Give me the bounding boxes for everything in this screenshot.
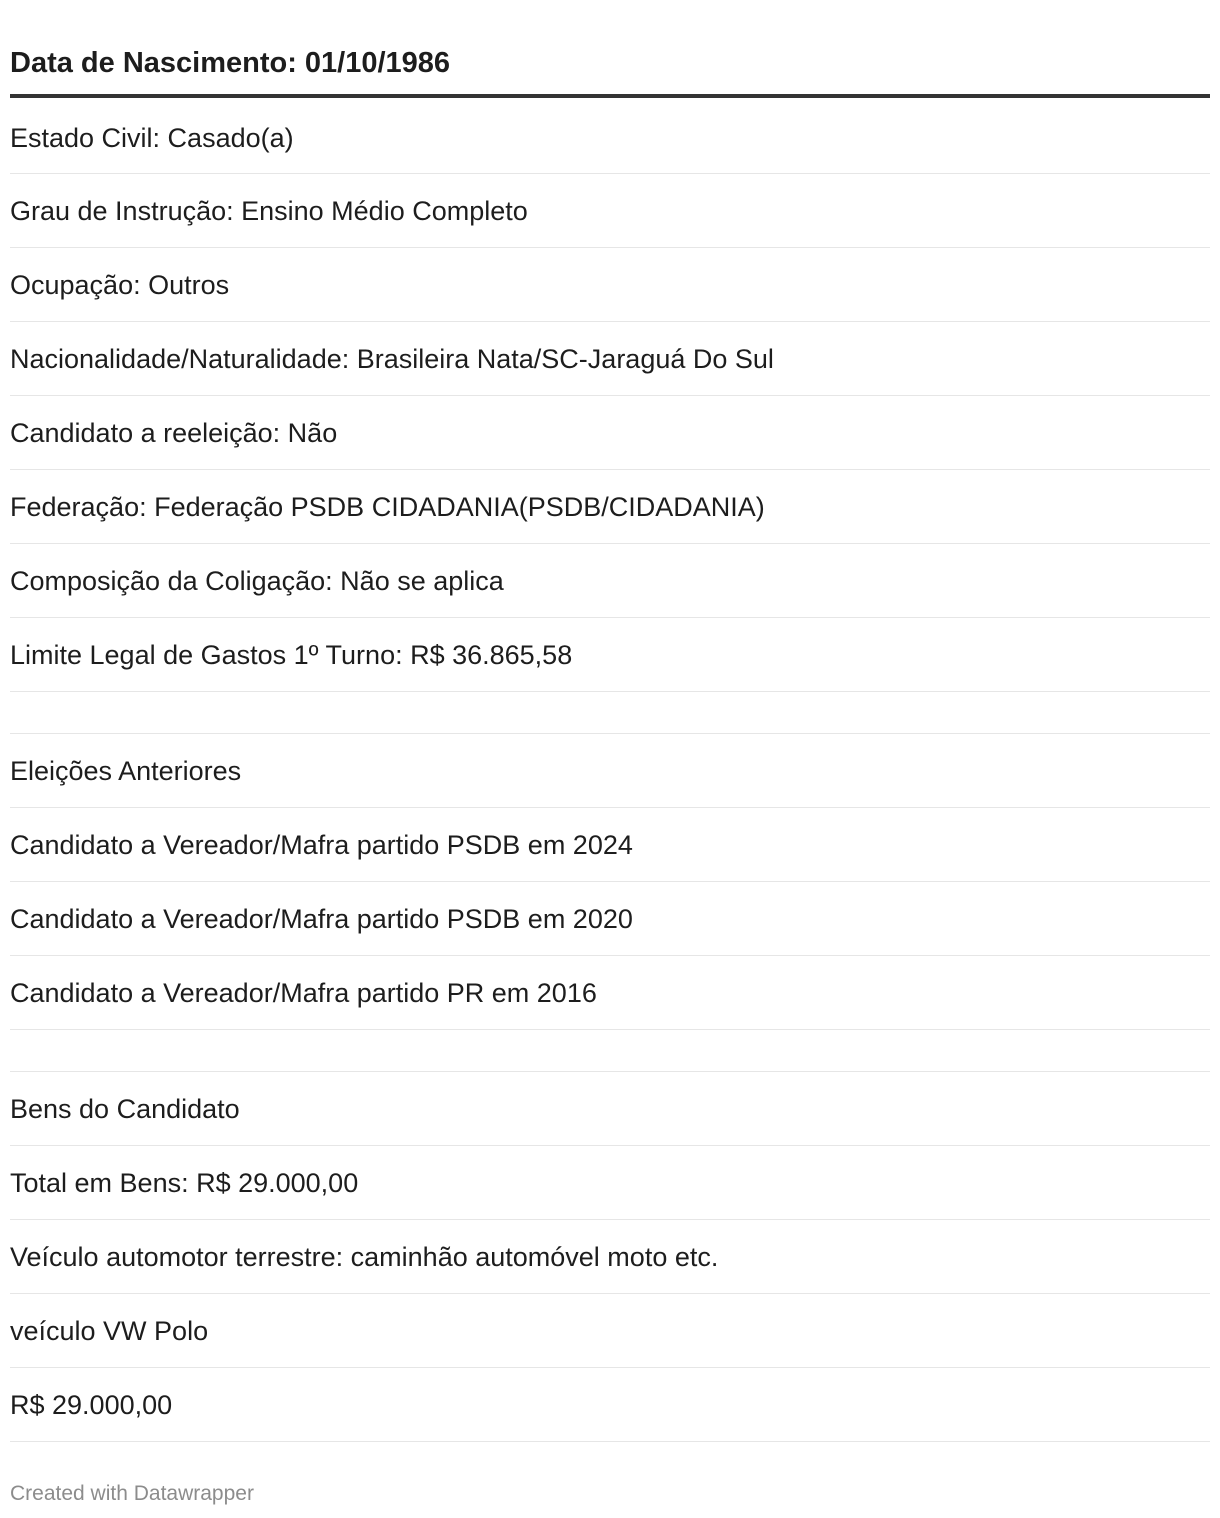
row-election-2020: Candidato a Vereador/Mafra partido PSDB em 2020 (10, 904, 633, 934)
row-education: Grau de Instrução: Ensino Médio Completo (10, 196, 528, 226)
row-federation: Federação: Federação PSDB CIDADANIA(PSDB/CIDADANIA) (10, 492, 765, 522)
row-spending-limit: Limite Legal de Gastos 1º Turno: R$ 36.865,58 (10, 640, 573, 670)
footer-attribution: Created with Datawrapper (10, 1482, 254, 1505)
candidate-info-table (10, 0, 1210, 1442)
table-row (10, 396, 1210, 470)
table-row (10, 322, 1210, 396)
table-row (10, 1072, 1210, 1146)
row-coalition: Composição da Coligação: Não se aplica (10, 566, 504, 596)
row-election-2024: Candidato a Vereador/Mafra partido PSDB em 2024 (10, 830, 633, 860)
row-asset-description: veículo VW Polo (10, 1316, 209, 1346)
row-asset-type: Veículo automotor terrestre: caminhão automóvel moto etc. (10, 1242, 719, 1272)
table-row (10, 1220, 1210, 1294)
table-row (10, 98, 1210, 174)
header-birthdate: Data de Nascimento: 01/10/1986 (10, 47, 451, 79)
table-row (10, 1294, 1210, 1368)
row-section-previous-elections: Eleições Anteriores (10, 756, 242, 786)
table-row (10, 956, 1210, 1030)
table-row (10, 174, 1210, 248)
table-row (10, 1146, 1210, 1220)
table-row (10, 808, 1210, 882)
row-section-assets: Bens do Candidato (10, 1094, 240, 1124)
table-row-empty (10, 1030, 1210, 1072)
row-asset-value: R$ 29.000,00 (10, 1390, 173, 1420)
row-marital-status: Estado Civil: Casado(a) (10, 123, 294, 153)
row-nationality: Nacionalidade/Naturalidade: Brasileira Nata/SC-Jaraguá Do Sul (10, 344, 774, 374)
table-row (10, 882, 1210, 956)
row-total-assets: Total em Bens: R$ 29.000,00 (10, 1168, 359, 1198)
row-election-2016: Candidato a Vereador/Mafra partido PR em 2016 (10, 978, 597, 1008)
row-occupation: Ocupação: Outros (10, 270, 230, 300)
table-row (10, 734, 1210, 808)
table-row (10, 470, 1210, 544)
table-row (10, 1368, 1210, 1442)
table-row (10, 618, 1210, 692)
table-header (10, 0, 1210, 98)
table-row (10, 544, 1210, 618)
table-row (10, 248, 1210, 322)
row-reelection: Candidato a reeleição: Não (10, 418, 338, 448)
table-row-empty (10, 692, 1210, 734)
